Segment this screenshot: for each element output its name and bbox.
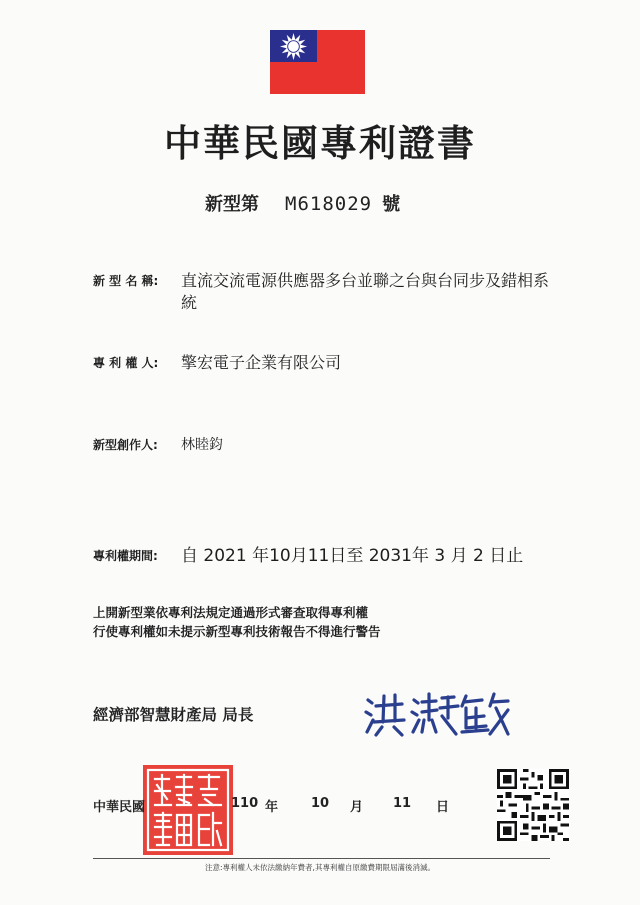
director-signature: [362, 690, 512, 740]
white-sun-icon: [278, 31, 309, 62]
issuing-director: 經濟部智慧財產局 局長: [93, 706, 254, 724]
patent-number: M618029: [285, 193, 373, 215]
date-month-unit: 月: [350, 800, 364, 815]
patent-number-suffix: 號: [382, 194, 401, 215]
date-day: 11: [393, 796, 412, 811]
patent-period-label: 專利權期間:: [93, 549, 158, 563]
date-year: 110: [231, 796, 259, 811]
certificate-title: 中華民國專利證書: [164, 121, 476, 165]
creator-label: 新型創作人:: [93, 438, 158, 452]
patent-type-prefix: 新型第: [205, 194, 259, 215]
patent-period-value: 自 2021 年10月11日至 2031年 3 月 2 日止: [181, 546, 524, 566]
date-year-unit: 年: [265, 800, 279, 815]
footer-divider: [93, 858, 550, 859]
legal-notice-line: 上開新型業依專利法規定通過形式審查取得專利權: [93, 605, 369, 620]
date-month: 10: [311, 796, 330, 811]
legal-notice: [93, 603, 573, 641]
legal-notice-line: 行使專利權如未提示新型專利技術報告不得進行警告: [93, 624, 381, 639]
date-era: 中華民國: [93, 800, 146, 815]
date-day-unit: 日: [436, 800, 450, 815]
issue-date: [93, 796, 463, 816]
patent-name-label: 新 型 名 稱:: [93, 274, 159, 288]
patent-owner-label: 專 利 權 人:: [93, 356, 159, 370]
qr-code-icon: [497, 769, 569, 841]
creator-value: 林睦鈞: [181, 437, 223, 453]
national-flag-icon: [270, 30, 365, 94]
patent-number-line: [205, 190, 400, 214]
patent-owner-value: 擎宏電子企業有限公司: [181, 353, 342, 372]
patent-name-value: 直流交流電源供應器多台並聯之台與台同步及錯相系統: [181, 271, 550, 312]
footnote: 注意:專利權人未依法繳納年費者,其專利權自原繳費期限屆滿後消滅。: [205, 863, 435, 872]
